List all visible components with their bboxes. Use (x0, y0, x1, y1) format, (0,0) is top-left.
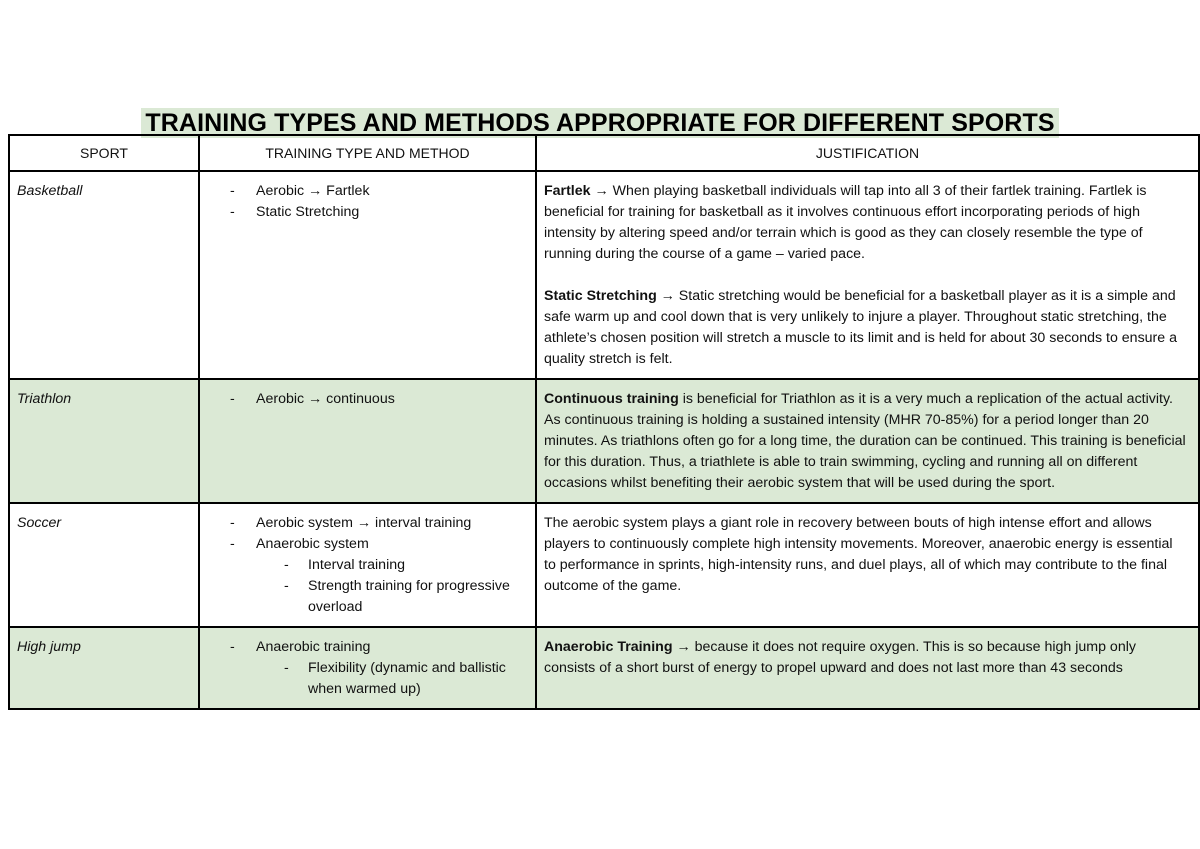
dash-bullet: - (284, 660, 289, 676)
dash-bullet: - (284, 557, 289, 573)
method-item (200, 389, 529, 410)
justification-text: The aerobic system plays a giant role in recovery between bouts of high intense effort and allows players to continuously complete high intensity movements. Moreover, anaerobic energy is essential to performance in sprints, high-intensity runs, and duel plays, all of which may contribute to the final outcome of the game. (544, 515, 1173, 594)
justification-cell (536, 379, 1199, 503)
justification-lead: Anaerobic Training (544, 639, 673, 655)
method-item (200, 534, 529, 555)
method-item (200, 637, 529, 658)
justification-cell (536, 627, 1199, 709)
header-method: TRAINING TYPE AND METHOD (199, 135, 536, 171)
method-text: Static Stretching (256, 204, 360, 220)
sport-cell: Soccer (9, 503, 199, 627)
justification-lead: Continuous training (544, 391, 679, 407)
method-subitem (200, 555, 529, 576)
sport-cell: High jump (9, 627, 199, 709)
method-text: Anaerobic system (256, 536, 369, 552)
justification-paragraph (544, 637, 1188, 679)
sport-cell: Triathlon (9, 379, 199, 503)
justification-cell (536, 503, 1199, 627)
method-text: Aerobic → continuous (256, 391, 395, 407)
justification-text: → When playing basketball individuals will tap into all 3 of their fartlek training. Fartlek is beneficial for training for basketball as it involves continuous effort incorporating periods of high intensity by altering speed and/or terrain which is good as they can closely resemble the type of running during the course of a game – varied pace. (544, 183, 1147, 262)
justification-paragraph (544, 181, 1188, 265)
method-text: Aerobic → Fartlek (256, 183, 370, 199)
page-title: TRAINING TYPES AND METHODS APPROPRIATE FOR DIFFERENT SPORTS (141, 108, 1058, 138)
table-row-triathlon (9, 379, 1199, 503)
method-cell (199, 503, 536, 627)
justification-text: → because it does not require oxygen. This is so because high jump only consists of a short burst of energy to propel upward and does not last more than 43 seconds (544, 639, 1136, 676)
method-text: Flexibility (dynamic and ballistic when warmed up) (308, 660, 506, 697)
method-text: Interval training (308, 557, 405, 573)
method-cell (199, 171, 536, 379)
dash-bullet: - (230, 391, 235, 407)
dash-bullet: - (230, 536, 235, 552)
justification-text: is beneficial for Triathlon as it is a very much a replication of the actual activity. As continuous training is holding a sustained intensity (MHR 70-85%) for a period longer than 20 minutes. As triathlons often go for a long time, the duration can be continued. This training is beneficial for this duration. Thus, a triathlete is able to train swimming, cycling and running all on different occasions whilst benefiting their aerobic system that will be used during the sport. (544, 391, 1186, 491)
header-sport: SPORT (9, 135, 199, 171)
justification-cell (536, 171, 1199, 379)
method-cell (199, 627, 536, 709)
method-text: Anaerobic training (256, 639, 371, 655)
dash-bullet: - (230, 515, 235, 531)
dash-bullet: - (284, 578, 289, 594)
header-justification: JUSTIFICATION (536, 135, 1199, 171)
justification-paragraph (544, 286, 1188, 370)
justification-lead: Fartlek (544, 183, 591, 199)
justification-lead: Static Stretching (544, 288, 657, 304)
header-row (9, 135, 1199, 171)
method-cell (199, 379, 536, 503)
method-subitem (200, 658, 529, 700)
dash-bullet: - (230, 639, 235, 655)
method-item (200, 202, 529, 223)
sport-cell: Basketball (9, 171, 199, 379)
table-row-soccer (9, 503, 1199, 627)
table-row-high-jump (9, 627, 1199, 709)
justification-paragraph (544, 389, 1188, 494)
dash-bullet: - (230, 183, 235, 199)
method-text: Aerobic system → interval training (256, 515, 472, 531)
justification-paragraph (544, 513, 1188, 597)
justification-text: → Static stretching would be beneficial for a basketball player as it is a simple and safe warm up and cool down that is very unlikely to injure a player. Throughout static stretching, the athlete’s chosen position will stretch a muscle to its limit and is held for about 30 seconds to ensure a quality stretch is felt. (544, 288, 1177, 367)
table-row-basketball (9, 171, 1199, 379)
method-subitem (200, 576, 529, 618)
dash-bullet: - (230, 204, 235, 220)
method-item (200, 513, 529, 534)
training-table (8, 134, 1200, 710)
method-text: Strength training for progressive overload (308, 578, 510, 615)
method-item (200, 181, 529, 202)
